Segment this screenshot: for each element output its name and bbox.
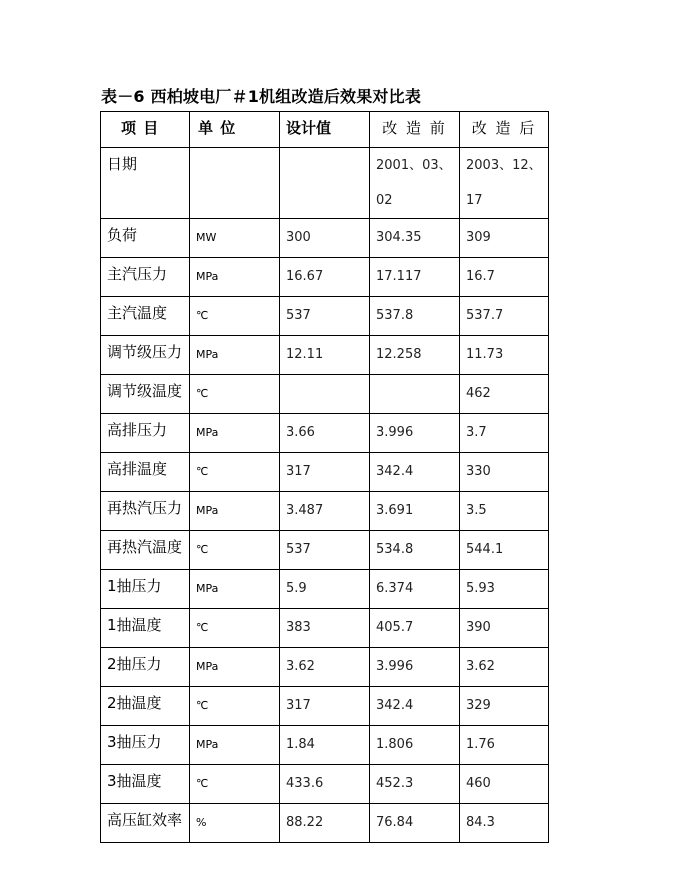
row-design-value: 317	[280, 687, 370, 726]
row-after-value: 84.3	[460, 804, 549, 843]
header-after: 改 造 后	[460, 112, 549, 148]
table-row	[101, 414, 549, 453]
row-label: 1抽温度	[101, 609, 190, 648]
row-after-value: 3.62	[460, 648, 549, 687]
row-label: 2抽压力	[101, 648, 190, 687]
row-before-value: 304.35	[370, 219, 460, 258]
date-before-line1: 2001、03、	[376, 158, 452, 173]
row-unit: ℃	[190, 297, 280, 336]
row-unit: MPa	[190, 492, 280, 531]
table-row	[101, 648, 549, 687]
row-unit: ℃	[190, 765, 280, 804]
table-row	[101, 531, 549, 570]
row-unit: MPa	[190, 336, 280, 375]
row-design-value: 88.22	[280, 804, 370, 843]
row-before-value: 405.7	[370, 609, 460, 648]
row-design-value: 317	[280, 453, 370, 492]
row-before-value: 452.3	[370, 765, 460, 804]
row-after-value: 330	[460, 453, 549, 492]
table-row	[101, 453, 549, 492]
row-unit: ℃	[190, 375, 280, 414]
row-unit: MPa	[190, 648, 280, 687]
row-after-value: 462	[460, 375, 549, 414]
row-label: 高压缸效率	[101, 804, 190, 843]
header-design-value: 设计值	[280, 112, 370, 148]
row-before-value	[370, 148, 460, 219]
row-after-value: 3.5	[460, 492, 549, 531]
row-before-value: 12.258	[370, 336, 460, 375]
header-before: 改 造 前	[370, 112, 460, 148]
table-row	[101, 258, 549, 297]
row-before-value: 3.691	[370, 492, 460, 531]
table-row	[101, 609, 549, 648]
row-unit: %	[190, 804, 280, 843]
row-after-value: 460	[460, 765, 549, 804]
comparison-table	[100, 111, 549, 843]
table-row	[101, 687, 549, 726]
table-row	[101, 492, 549, 531]
row-after-value: 309	[460, 219, 549, 258]
row-after-value: 3.7	[460, 414, 549, 453]
row-unit: MW	[190, 219, 280, 258]
row-unit: ℃	[190, 531, 280, 570]
table-title: 表－6 西柏坡电厂＃1机组改造后效果对比表	[101, 87, 422, 106]
row-before-value: 534.8	[370, 531, 460, 570]
row-after-value: 537.7	[460, 297, 549, 336]
row-label: 调节级温度	[101, 375, 190, 414]
row-label: 高排压力	[101, 414, 190, 453]
table-row	[101, 765, 549, 804]
row-design-value: 383	[280, 609, 370, 648]
row-label: 再热汽温度	[101, 531, 190, 570]
row-after-value: 329	[460, 687, 549, 726]
header-row	[101, 112, 549, 148]
row-before-value: 537.8	[370, 297, 460, 336]
row-design-value: 1.84	[280, 726, 370, 765]
row-unit: MPa	[190, 258, 280, 297]
row-unit: MPa	[190, 414, 280, 453]
table-row	[101, 219, 549, 258]
row-design-value: 3.66	[280, 414, 370, 453]
table-row	[101, 297, 549, 336]
table-row	[101, 804, 549, 843]
row-design-value: 16.67	[280, 258, 370, 297]
row-before-value: 3.996	[370, 414, 460, 453]
row-label: 3抽压力	[101, 726, 190, 765]
row-label: 调节级压力	[101, 336, 190, 375]
row-design-value: 537	[280, 297, 370, 336]
row-before-value: 342.4	[370, 687, 460, 726]
table-row	[101, 726, 549, 765]
row-label: 1抽压力	[101, 570, 190, 609]
row-before-value: 17.117	[370, 258, 460, 297]
row-after-value: 1.76	[460, 726, 549, 765]
row-after-value: 390	[460, 609, 549, 648]
row-unit	[190, 148, 280, 219]
row-after-value: 5.93	[460, 570, 549, 609]
row-before-value	[370, 375, 460, 414]
row-after-value: 16.7	[460, 258, 549, 297]
row-before-value: 342.4	[370, 453, 460, 492]
row-before-value: 1.806	[370, 726, 460, 765]
row-design-value: 12.11	[280, 336, 370, 375]
row-design-value: 300	[280, 219, 370, 258]
row-label: 再热汽压力	[101, 492, 190, 531]
date-before-line2: 02	[376, 193, 393, 208]
table-row	[101, 336, 549, 375]
date-after-line2: 17	[466, 193, 483, 208]
table-row	[101, 570, 549, 609]
date-after-line1: 2003、12、	[466, 158, 542, 173]
row-design-value: 433.6	[280, 765, 370, 804]
row-unit: ℃	[190, 609, 280, 648]
header-unit: 单 位	[190, 112, 280, 148]
row-design-value: 3.62	[280, 648, 370, 687]
row-unit: ℃	[190, 687, 280, 726]
row-before-value: 3.996	[370, 648, 460, 687]
row-label: 高排温度	[101, 453, 190, 492]
row-before-value: 6.374	[370, 570, 460, 609]
row-label: 主汽温度	[101, 297, 190, 336]
row-design-value	[280, 375, 370, 414]
row-label: 负荷	[101, 219, 190, 258]
row-label: 3抽温度	[101, 765, 190, 804]
row-label: 2抽温度	[101, 687, 190, 726]
row-label: 主汽压力	[101, 258, 190, 297]
row-design-value	[280, 148, 370, 219]
row-after-value	[460, 148, 549, 219]
row-unit: MPa	[190, 726, 280, 765]
table-row	[101, 375, 549, 414]
row-label: 日期	[101, 148, 190, 219]
header-item: 项 目	[101, 112, 190, 148]
table-row-date	[101, 148, 549, 219]
row-design-value: 537	[280, 531, 370, 570]
row-after-value: 544.1	[460, 531, 549, 570]
row-unit: ℃	[190, 453, 280, 492]
row-design-value: 3.487	[280, 492, 370, 531]
row-unit: MPa	[190, 570, 280, 609]
row-after-value: 11.73	[460, 336, 549, 375]
row-before-value: 76.84	[370, 804, 460, 843]
row-design-value: 5.9	[280, 570, 370, 609]
